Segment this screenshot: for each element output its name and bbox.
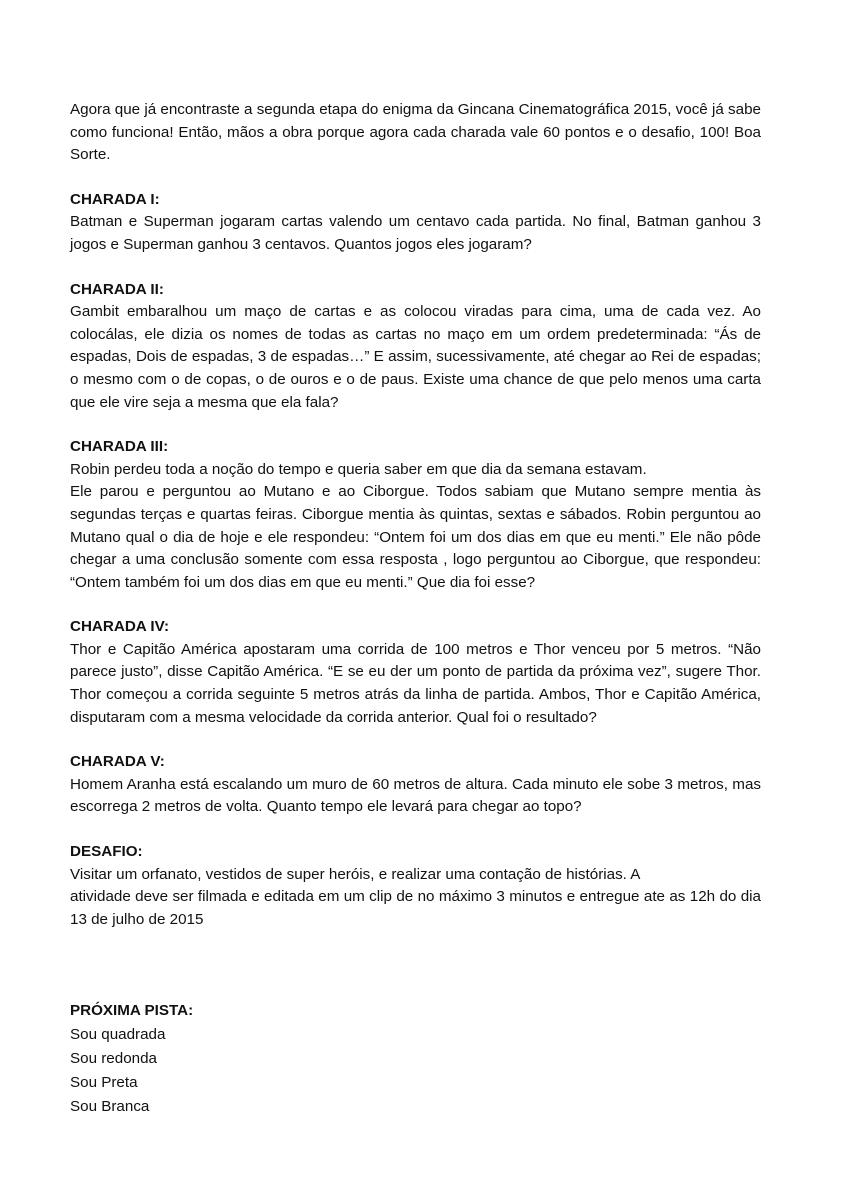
proxima-pista-line: Sou Preta: [70, 1074, 138, 1092]
charada-1: [70, 189, 761, 257]
desafio: [70, 841, 761, 931]
proxima-pista-line: Sou redonda: [70, 1050, 157, 1068]
document-page: [70, 99, 761, 1119]
charada-3-title: CHARADA III:: [70, 438, 169, 456]
intro-paragraph: Agora que já encontraste a segunda etapa do enigma da Gincana Cinematográfica 2015, você já sabe como funciona! Então, mãos a obra porque agora cada charada vale 60 pontos e o desafio, 100! Boa Sorte.: [70, 101, 761, 164]
charada-4-text: Thor e Capitão América apostaram uma corrida de 100 metros e Thor venceu por 5 metros. “Não parece justo”, disse Capitão América. “E se eu der um ponto de partida da próxima vez”, sugere Thor. Thor começou a corrida seguinte 5 metros atrás da linha de partida. Ambos, Thor e Capitão América, disputaram com a mesma velocidade da corrida anterior. Qual foi o resultado?: [70, 640, 761, 726]
charada-5: [70, 751, 761, 819]
desafio-title: DESAFIO:: [70, 843, 143, 861]
charada-2-title: CHARADA II:: [70, 280, 164, 298]
charada-4: [70, 616, 761, 729]
charada-3: [70, 436, 761, 594]
charada-2: [70, 279, 761, 415]
charada-3-text-intro: Robin perdeu toda a noção do tempo e queria saber em que dia da semana estavam.: [70, 460, 647, 478]
desafio-text-line-1: Visitar um orfanato, vestidos de super heróis, e realizar uma contação de histórias. A: [70, 865, 641, 883]
charada-2-text: Gambit embaralhou um maço de cartas e as colocou viradas para cima, uma de cada vez. Ao colocálas, ele dizia os nomes de todas as cartas no maço em um ordem predeterminada: “Ás de espadas, Dois de espadas, 3 de espadas…” E assim, sucessivamente, até chegar ao Rei de espadas; o mesmo com o de copas, o de ouros e o de paus. Existe uma chance de que pelo menos uma carta que ele vire seja a mesma que ela fala?: [70, 303, 761, 411]
proxima-pista-line: Sou Branca: [70, 1098, 150, 1116]
charada-1-text: Batman e Superman jogaram cartas valendo um centavo cada partida. No final, Batman ganhou 3 jogos e Superman ganhou 3 centavos. Quantos jogos eles jogaram?: [70, 213, 761, 253]
charada-4-title: CHARADA IV:: [70, 618, 169, 636]
charada-3-text: Ele parou e perguntou ao Mutano e ao Ciborgue. Todos sabiam que Mutano sempre mentia às segundas terças e quartas feiras. Ciborgue mentia às quintas, sextas e sábados. Robin perguntou ao Mutano qual o dia de hoje e ele respondeu: “Ontem foi um dos dias em que eu menti.” Ele não pôde chegar a uma conclusão somente com essa resposta , logo perguntou ao Ciborgue, que respondeu: “Ontem também foi um dos dias em que eu menti.” Que dia foi esse?: [70, 483, 761, 591]
proxima-pista-title: PRÓXIMA PISTA:: [70, 1002, 194, 1020]
charada-5-title: CHARADA V:: [70, 753, 165, 771]
proxima-pista: [70, 999, 761, 1119]
charada-1-title: CHARADA I:: [70, 190, 160, 208]
charada-5-text: Homem Aranha está escalando um muro de 60 metros de altura. Cada minuto ele sobe 3 metros, mas escorrega 2 metros de volta. Quanto tempo ele levará para chegar ao topo?: [70, 775, 761, 816]
desafio-text-line-2: atividade deve ser filmada e editada em um clip de no máximo 3 minutos e entregue ate as 12h do dia 13 de julho de 2015: [70, 888, 761, 928]
proxima-pista-line: Sou quadrada: [70, 1026, 166, 1044]
